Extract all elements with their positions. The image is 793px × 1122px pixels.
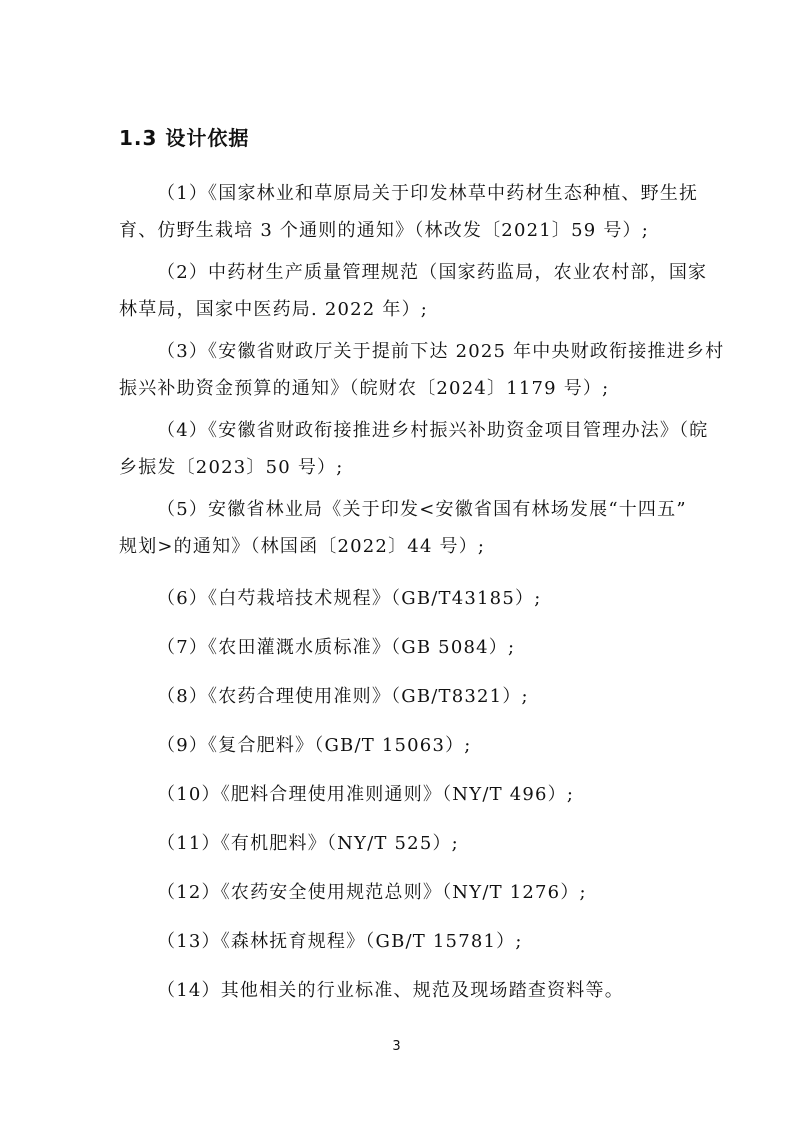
reference-line: （7）《农田灌溉水质标准》（GB 5084）; [157,637,516,658]
reference-line: 育、仿野生栽培 3 个通则的通知》（林改发〔2021〕59 号）; [119,220,649,241]
reference-line: 林草局，国家中医药局. 2022 年）; [119,299,429,320]
reference-line: （12）《农药安全使用规范总则》（NY/T 1276）; [157,882,587,903]
reference-line: （5）安徽省林业局《关于印发<安徽省国有林场发展“十四五” [157,499,687,520]
reference-line: （10）《肥料合理使用准则通则》（NY/T 496）; [157,784,575,805]
reference-item-1 [119,175,699,249]
reference-item-11 [119,825,679,862]
reference-item-14 [119,972,679,1009]
reference-item-6 [119,580,679,617]
reference-item-9 [119,727,679,764]
reference-line: （4）《安徽省财政衔接推进乡村振兴补助资金项目管理办法》（皖 [157,420,709,441]
reference-line: 乡振发〔2023〕50 号）; [119,457,344,478]
page-number: 3 [392,1039,401,1054]
reference-line: （9）《复合肥料》（GB/T 15063）; [157,735,472,756]
reference-line: （13）《森林抚育规程》（GB/T 15781）; [157,931,523,952]
reference-line: （3）《安徽省财政厅关于提前下达 2025 年中央财政衔接推进乡村 [157,341,725,362]
reference-item-13 [119,923,679,960]
reference-line: （1）《国家林业和草原局关于印发林草中药材生态种植、野生抚 [157,183,699,204]
reference-item-3 [119,333,725,407]
reference-line: （14）其他相关的行业标准、规范及现场踏查资料等。 [157,980,624,1001]
reference-line: （2）中药材生产质量管理规范（国家药监局，农业农村部，国家 [157,262,708,283]
reference-item-10 [119,776,679,813]
reference-item-2 [119,254,708,328]
reference-item-12 [119,874,679,911]
reference-line: （6）《白芍栽培技术规程》（GB/T43185）; [157,588,542,609]
reference-item-5 [119,491,687,565]
reference-line: （11）《有机肥料》（NY/T 525）; [157,833,459,854]
section-heading: 1.3 设计依据 [119,126,250,150]
reference-line: 振兴补助资金预算的通知》（皖财农〔2024〕1179 号）; [119,378,610,399]
reference-line: （8）《农药合理使用准则》（GB/T8321）; [157,686,529,707]
reference-line: 规划>的通知》（林国函〔2022〕44 号）; [119,536,486,557]
reference-item-4 [119,412,709,486]
reference-item-7 [119,629,679,666]
reference-item-8 [119,678,679,715]
